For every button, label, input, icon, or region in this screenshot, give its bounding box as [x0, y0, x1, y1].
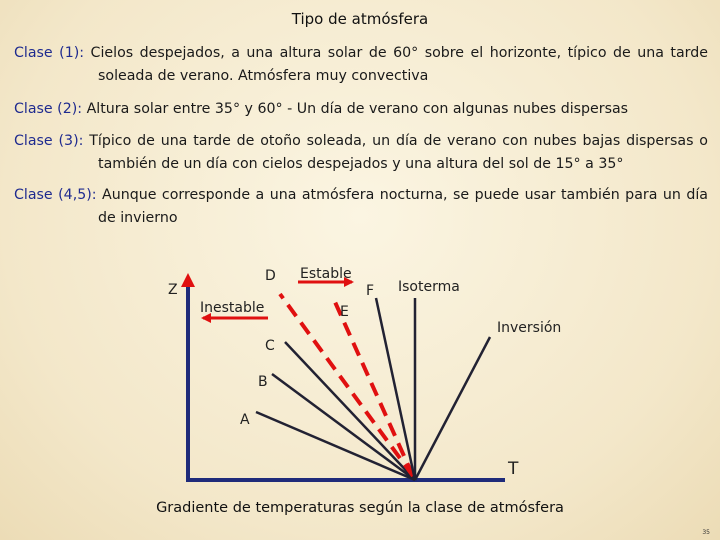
t-axis-label: T [508, 459, 519, 479]
line-inversion [415, 337, 490, 480]
label-inestable: Inestable [200, 300, 265, 316]
clase-4-5-line2: de invierno [98, 210, 178, 226]
diagram-caption: Gradiente de temperaturas según la clase de atmósfera [156, 500, 564, 516]
slide-title: Tipo de atmósfera [291, 10, 429, 28]
clase-2-line1: Altura solar entre 35° y 60° - Un día de verano con algunas nubes dispersas [82, 101, 629, 117]
clase-1-label: Clase (1): [14, 45, 85, 61]
clase-1-line1: Cielos despejados, a una altura solar de 60° sobre el horizonte, típico de una tarde [84, 45, 708, 61]
label-estable: Estable [300, 266, 352, 282]
clase-3-label: Clase (3): [14, 133, 84, 149]
label-inversion: Inversión [497, 320, 562, 336]
z-axis-arrowhead [181, 273, 195, 287]
line-d-dashed [280, 294, 413, 476]
clase-3-line2: también de un día con cielos despejados y una altura del sol de 15° a 35° [98, 156, 624, 172]
label-isoterma: Isoterma [398, 279, 460, 295]
clase-3-line1: Típico de una tarde de otoño soleada, un día de verano con nubes bajas dispersas o [83, 133, 708, 149]
label-e: E [340, 304, 349, 320]
label-f: F [366, 283, 375, 299]
line-c [285, 342, 415, 480]
clase-1-line2: soleada de verano. Atmósfera muy convectiva [98, 68, 429, 84]
label-a: A [240, 412, 250, 428]
clase-2-label: Clase (2): [14, 101, 83, 117]
clase-4-5-label: Clase (4,5): [14, 187, 97, 203]
label-c: C [265, 338, 275, 354]
label-d: D [265, 268, 276, 284]
label-b: B [258, 374, 268, 390]
page-number: 35 [702, 529, 710, 536]
z-axis-label: Z [168, 282, 178, 298]
clase-4-5-line1: Aunque corresponde a una atmósfera nocturna, se puede usar también para un día [96, 187, 708, 203]
